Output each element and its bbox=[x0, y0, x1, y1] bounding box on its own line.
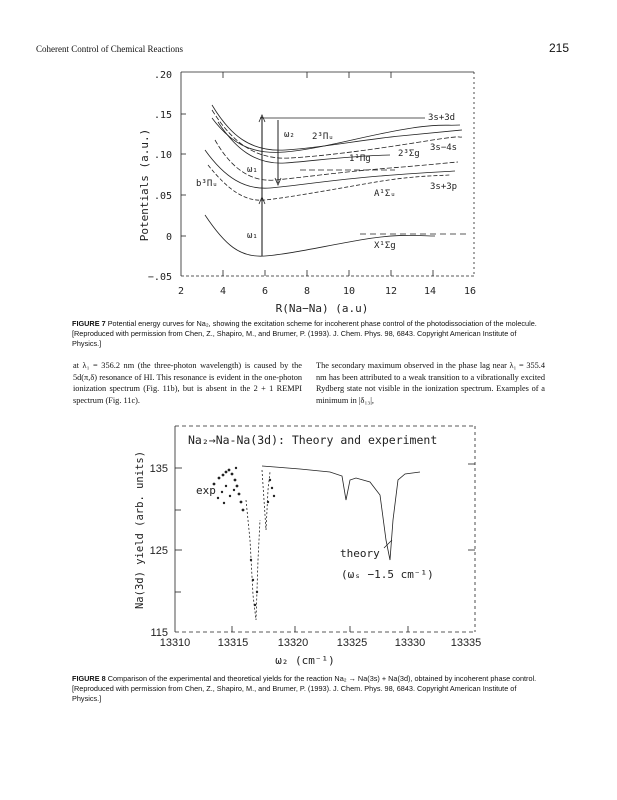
figure8-title: Na₂→Na-Na(3d): Theory and experiment bbox=[188, 433, 438, 447]
label-omega1-lower: ω₁ bbox=[247, 231, 258, 241]
label-b3Pi-u: b³Πᵤ bbox=[196, 179, 218, 189]
figure7-caption bbox=[72, 319, 542, 349]
figure8-plot bbox=[175, 426, 475, 632]
x-tick-label: 12 bbox=[384, 286, 398, 297]
running-title: Coherent Control of Chemical Reactions bbox=[36, 44, 183, 54]
x-tick-label: 13325 bbox=[336, 637, 368, 649]
x-tick-label: 13320 bbox=[277, 637, 309, 649]
x-tick-label: 6 bbox=[261, 286, 269, 297]
x-tick-label: 16 bbox=[463, 286, 477, 297]
y-tick-label: .05 bbox=[153, 191, 172, 202]
x-tick-label: 13335 bbox=[450, 637, 482, 649]
y-tick-label: 135 bbox=[149, 463, 168, 475]
y-tick-label: 125 bbox=[149, 545, 168, 557]
y-tick-label: .10 bbox=[153, 150, 172, 161]
figure7-ylabel: Potentials (a.u.) bbox=[138, 128, 151, 242]
exp-dip-2 bbox=[262, 470, 270, 530]
figure8-ylabel: Na(3d) yield (arb. units) bbox=[134, 450, 146, 610]
page-number: 215 bbox=[548, 41, 569, 55]
figure8-theory-label: theory bbox=[340, 547, 380, 560]
y-tick-label: 0 bbox=[165, 232, 172, 243]
x-tick-label: 10 bbox=[342, 286, 356, 297]
label-X1Sigma-g: X¹Σg bbox=[374, 241, 396, 251]
label-3s3d: 3s+3d bbox=[428, 113, 456, 123]
x-tick-label: 8 bbox=[303, 286, 311, 297]
x-tick-label: 4 bbox=[219, 286, 227, 297]
figure8-caption bbox=[72, 674, 542, 704]
x-tick-label: 2 bbox=[177, 286, 185, 297]
label-1-1Pi-g: 1¹Πg bbox=[349, 154, 371, 164]
figure8-exp-label: exp bbox=[196, 484, 216, 497]
x-tick-label: 13330 bbox=[394, 637, 426, 649]
figure7-caption-text: Potential energy curves for Na₂, showing the excitation scheme for incoherent phase control of the photodissociation of the molecule. [Reproduced with permission from Chen, Z., Shapiro, M., and Brumer, P. (1993). J. Chem. Phys. 98, 6843. Copyright American Institute of Physics.] bbox=[72, 319, 537, 348]
figure8-caption-text: Comparison of the experimental and theoretical yields for the reaction Na₂ → Na(3s) + Na(3d), obtained by incoherent phase control. [Reproduced with permission from Chen, Z., Shapiro, M., and Brumer, P. (1993). J. Chem. Phys. 98, 6843. Copyright American Institute of Physics.] bbox=[72, 674, 537, 703]
body-text-col2: The secondary maximum observed in the phase lag near λ₁ = 355.4 nm has been attributed to a weak transition to a vibrationally excited Rydberg state not visible in the ionization spectrum. Examples of a minimum in |δ₁₃|, bbox=[316, 361, 545, 405]
label-A1Sigma-u: A¹Σᵤ bbox=[374, 189, 396, 199]
curve-X1Sigma-g bbox=[205, 215, 435, 256]
y-tick-label: −.05 bbox=[147, 272, 172, 283]
figure8-exp-points bbox=[213, 467, 276, 606]
figure7-plot bbox=[181, 72, 474, 276]
figure7-caption-label: FIGURE 7 bbox=[72, 319, 106, 328]
x-tick-label: 14 bbox=[423, 286, 437, 297]
x-tick-label: 13310 bbox=[159, 637, 191, 649]
figure8-xlabel: ω₂ (cm⁻¹) bbox=[275, 654, 335, 667]
figure8-caption-label: FIGURE 8 bbox=[72, 674, 106, 683]
exp-dip-1 bbox=[246, 500, 260, 620]
label-2-3Sigma-g: 2³Σg bbox=[398, 149, 420, 159]
label-2-3Pi-u: 2³Πᵤ bbox=[312, 132, 334, 142]
curve-2-3Sigma-g bbox=[212, 110, 462, 158]
theory-curve bbox=[262, 466, 420, 560]
label-omega2: ω₂ bbox=[284, 130, 295, 140]
label-3s4s: 3s−4s bbox=[430, 143, 458, 153]
figure7-xlabel: R(Na−Na) (a.u) bbox=[275, 302, 369, 315]
y-tick-label: .15 bbox=[153, 110, 172, 121]
x-tick-label: 13315 bbox=[217, 637, 249, 649]
y-tick-label: 115 bbox=[150, 627, 168, 639]
body-text-col1: at λ₁ = 356.2 nm (the three-photon wavelength) is caused by the 5d(π,δ) resonance of HI. This resonance is evident in the one-photon ionization spectrum (Fig. 11b), but is absent in the 2 + 1 REMPI spectrum (Fig. 11c). bbox=[73, 361, 302, 405]
label-omega1-upper: ω₁ bbox=[247, 165, 258, 175]
label-3s3p: 3s+3p bbox=[430, 182, 458, 192]
curve-3s3d bbox=[212, 118, 460, 152]
figure8-theory-shift: (ωₛ −1.5 cm⁻¹) bbox=[341, 568, 434, 581]
y-tick-label: .20 bbox=[153, 70, 172, 81]
